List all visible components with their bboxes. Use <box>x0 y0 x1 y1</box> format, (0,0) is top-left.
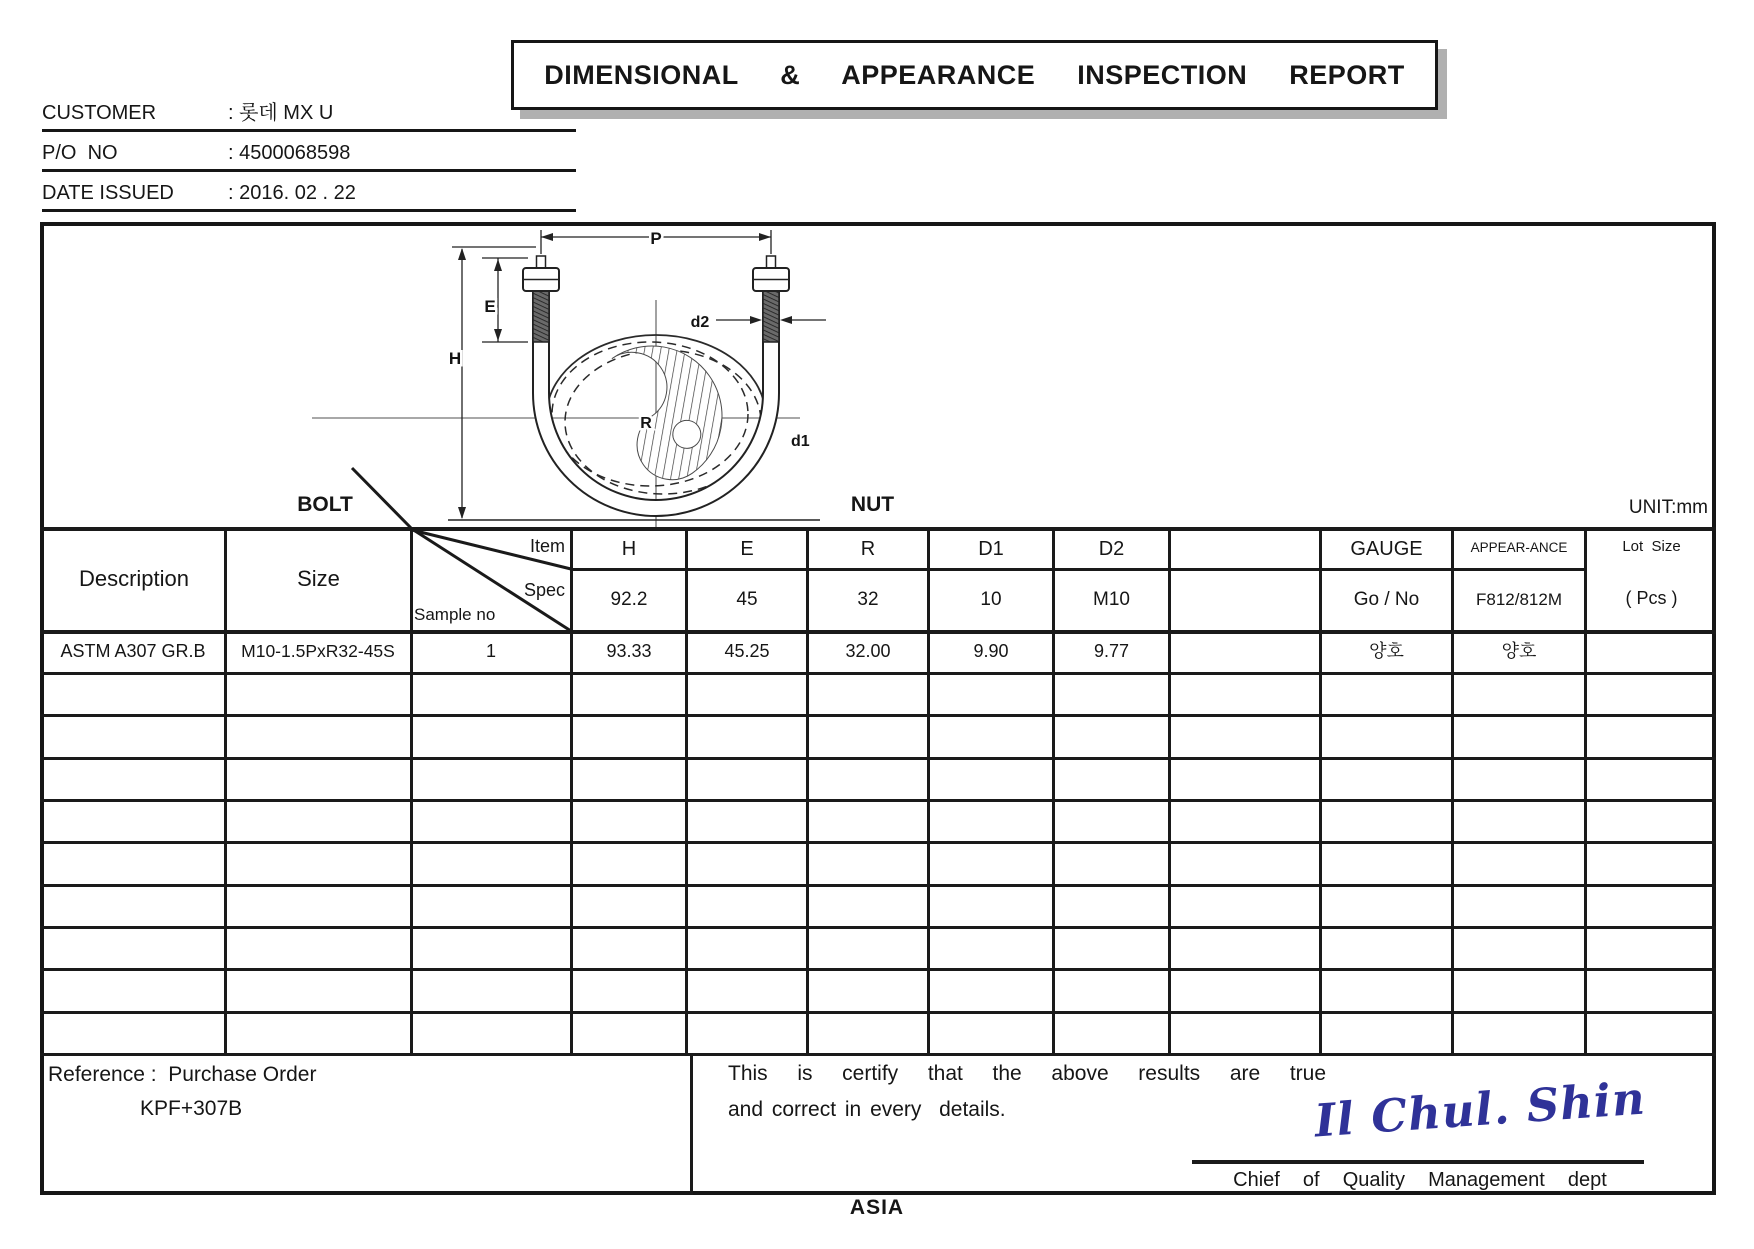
customer-value: : 롯데 MX U <box>228 102 334 124</box>
header-col-h: H <box>621 537 637 560</box>
row1-d2: 9.77 <box>1093 641 1130 662</box>
report-title: DIMENSIONAL & APPEARANCE INSPECTION REPORT <box>511 40 1438 110</box>
spec-appearance: F812/812M <box>1476 590 1562 610</box>
table-gridline <box>40 884 1716 887</box>
row1-sample-no: 1 <box>485 641 496 662</box>
table-gridline <box>690 1056 693 1195</box>
spec-blank <box>1171 571 1316 630</box>
header-col-e: E <box>740 537 754 560</box>
table-gridline <box>40 714 1716 717</box>
corner-item-label: Item <box>529 536 565 557</box>
table-gridline <box>40 926 1716 929</box>
unit-label: UNIT:mm <box>1628 496 1708 518</box>
signature-line <box>1192 1160 1644 1164</box>
bolt-caption: BOLT <box>297 493 353 517</box>
table-gridline <box>40 1011 1716 1014</box>
header-col-d1: D1 <box>978 537 1004 560</box>
reference-value: KPF+307B <box>140 1097 243 1121</box>
header-col-d2: D2 <box>1098 537 1125 560</box>
row1-description: ASTM A307 GR.B <box>60 641 206 662</box>
dim-label-r: R <box>640 415 652 432</box>
hatched-section <box>583 319 749 494</box>
customer-label: CUSTOMER <box>42 102 157 124</box>
certification-line2: and correct in every details. <box>728 1098 1006 1122</box>
spec-h: 92.2 <box>610 589 648 611</box>
po-number-label: P/O NO <box>42 142 118 164</box>
row1-size: M10-1.5PxR32-45S <box>241 641 395 662</box>
spec-d1: 10 <box>980 589 1002 611</box>
row1-appearance-result: 양호 <box>1501 641 1537 662</box>
right-thread <box>763 290 779 342</box>
signer-title: Chief of Quality Management dept <box>1233 1169 1607 1191</box>
nut-caption: NUT <box>850 493 895 517</box>
row1-d1: 9.90 <box>973 641 1009 662</box>
row1-e: 45.25 <box>724 641 770 662</box>
signature: Il Chul. Shin <box>1312 1071 1648 1147</box>
row1-h: 93.33 <box>606 641 652 662</box>
po-number-row <box>42 136 576 172</box>
table-gridline <box>40 968 1716 971</box>
spec-e: 45 <box>736 589 758 611</box>
spec-gauge: Go / No <box>1353 589 1420 611</box>
table-gridline <box>40 799 1716 802</box>
date-issued-value: : 2016. 02 . 22 <box>228 182 356 204</box>
dim-label-d1: d1 <box>791 433 810 450</box>
corner-spec-label: Spec <box>523 580 565 601</box>
spec-d2: M10 <box>1093 589 1130 611</box>
header-col-blank <box>1171 529 1316 568</box>
po-number-value: : 4500068598 <box>228 142 351 164</box>
header-col-r: R <box>860 537 876 560</box>
dim-label-p: P <box>650 229 662 248</box>
table-gridline <box>40 757 1716 760</box>
customer-row <box>42 96 576 132</box>
header-col-appearance: APPEAR-ANCE <box>1470 540 1568 556</box>
header-col-gauge: GAUGE <box>1350 537 1423 560</box>
left-thread <box>533 290 549 342</box>
date-issued-label: DATE ISSUED <box>42 182 174 204</box>
header-lot-size: Lot Size <box>1622 537 1681 555</box>
spec-r: 32 <box>857 589 879 611</box>
table-gridline <box>40 841 1716 844</box>
dim-label-h: H <box>448 349 462 368</box>
certification-line1: This is certify that the above results are true <box>728 1062 1327 1086</box>
row1-r: 32.00 <box>845 641 891 662</box>
company-name: ASIA <box>849 1196 905 1220</box>
corner-sample-no-label: Sample no <box>414 604 496 624</box>
dim-label-e: E <box>484 297 496 316</box>
header-description: Description <box>78 565 190 591</box>
header-lot-size-unit: ( Pcs ) <box>1625 588 1678 609</box>
table-gridline <box>40 672 1716 675</box>
header-size: Size <box>297 565 340 591</box>
reference-label: Reference : Purchase Order <box>48 1063 317 1087</box>
dim-label-d2: d2 <box>690 314 710 331</box>
row1-gauge-result: 양호 <box>1369 641 1404 662</box>
